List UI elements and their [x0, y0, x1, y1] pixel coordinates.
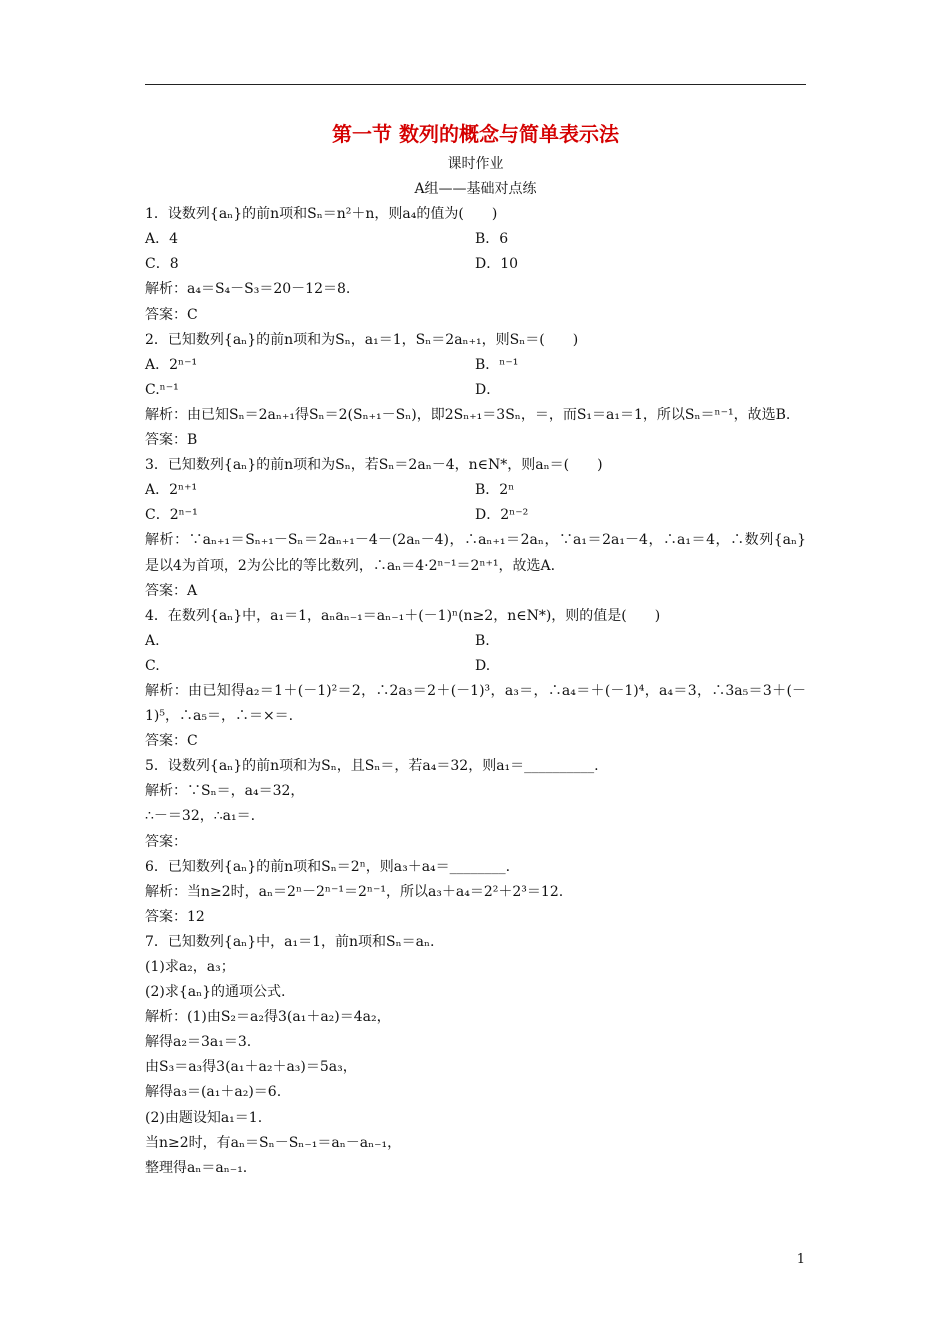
doc-group-label: A组——基础对点练: [414, 181, 537, 198]
option-left: A．2ⁿ⁻¹: [145, 356, 198, 373]
text-line: ∴－＝32，∴a₁＝.: [145, 808, 256, 825]
text-line: 答案：: [145, 833, 187, 850]
text-line: 解析：(1)由S₂＝a₂得3(a₁＋a₂)＝4a₂，: [145, 1009, 391, 1026]
text-line: 解析：a₄＝S₄－S₃＝20－12＝8.: [145, 281, 351, 298]
text-line: 解得a₂＝3a₁＝3.: [145, 1034, 252, 1051]
option-right: D．10: [475, 256, 519, 273]
text-line: (2)由题设知a₁＝1.: [145, 1109, 263, 1126]
text-line: 解析：当n≥2时，aₙ＝2ⁿ－2ⁿ⁻¹＝2ⁿ⁻¹，所以a₃＋a₄＝2²＋2³＝12.: [145, 883, 564, 900]
option-right: B．6: [475, 231, 509, 248]
text-paragraph: 解析：∵aₙ₊₁＝Sₙ₊₁－Sₙ＝2aₙ₊₁－4－(2aₙ－4)，∴aₙ₊₁＝2aₙ，∵a₁＝2a₁－4，∴a₁＝4，∴数列{aₙ}是以4为首项，2为公比的等比数列，∴aₙ＝4·2ⁿ⁻¹＝2ⁿ⁺¹，故选A.: [145, 532, 806, 574]
text-paragraph: 解析：由已知Sₙ＝2aₙ₊₁得Sₙ＝2(Sₙ₊₁－Sₙ)，即2Sₙ₊₁＝3Sₙ，＝，而S₁＝a₁＝1，所以Sₙ＝ⁿ⁻¹，故选B.: [145, 406, 791, 423]
text-line: 答案：A: [145, 582, 198, 599]
text-line: 7．已知数列{aₙ}中，a₁＝1，前n项和Sₙ＝aₙ.: [145, 933, 435, 950]
page-number: 1: [796, 1252, 805, 1267]
text-line: (1)求a₂，a₃；: [145, 959, 235, 975]
text-line: 答案：C: [145, 306, 198, 323]
question-list: [145, 202, 806, 1181]
option-right: D．2ⁿ⁻²: [475, 507, 529, 524]
text-line: 整理得aₙ＝aₙ₋₁.: [145, 1159, 248, 1176]
option-right: B.: [475, 632, 490, 649]
text-line: 3．已知数列{aₙ}的前n项和为Sₙ，若Sₙ＝2aₙ－4，n∈N*，则aₙ＝( ): [145, 457, 603, 474]
text-line: 6．已知数列{aₙ}的前n项和Sₙ＝2ⁿ，则a₃＋a₄＝________.: [145, 858, 511, 875]
option-left: C．2ⁿ⁻¹: [145, 507, 198, 524]
text-line: 2．已知数列{aₙ}的前n项和为Sₙ，a₁＝1，Sₙ＝2aₙ₊₁，则Sₙ＝( ): [145, 331, 579, 348]
option-left: A．4: [145, 231, 179, 248]
text-line: 答案：C: [145, 733, 198, 750]
option-right: B．ⁿ⁻¹: [475, 356, 519, 373]
options-row: [145, 629, 806, 654]
text-paragraph: 解析：由已知得a₂＝1＋(－1)²＝2，∴2a₃＝2＋(－1)³，a₃＝，∴a₄＝＋(－1)⁴，a₄＝3，∴3a₅＝3＋(－1)⁵，∴a₅＝，∴＝×＝.: [145, 682, 806, 725]
document-body: [145, 118, 806, 1181]
header-rule: [145, 84, 806, 85]
options-row: [145, 378, 806, 403]
option-left: A．2ⁿ⁺¹: [145, 482, 198, 499]
option-left: C.: [145, 657, 160, 674]
text-line: 解得a₃＝(a₁＋a₂)＝6.: [145, 1084, 282, 1101]
options-row: [145, 503, 806, 528]
options-row: [145, 227, 806, 252]
text-line: 解析：∵Sₙ＝，a₄＝32，: [145, 783, 305, 800]
options-row: [145, 654, 806, 679]
text-line: 由S₃＝a₃得3(a₁＋a₂＋a₃)＝5a₃，: [145, 1059, 357, 1076]
doc-subtitle: 课时作业: [447, 156, 504, 172]
option-right: D．: [475, 381, 501, 398]
option-left: A.: [145, 632, 160, 649]
text-line: (2)求{aₙ}的通项公式.: [145, 984, 286, 1001]
options-row: [145, 478, 806, 503]
text-line: 4．在数列{aₙ}中，a₁＝1，aₙaₙ₋₁＝aₙ₋₁＋(－1)ⁿ(n≥2，n∈N*)，则的值是( ): [145, 607, 661, 624]
option-right: D.: [475, 657, 491, 674]
text-line: 1．设数列{aₙ}的前n项和Sₙ＝n²＋n，则a₄的值为( ): [145, 206, 498, 223]
text-line: 当n≥2时，有aₙ＝Sₙ－Sₙ₋₁＝aₙ－aₙ₋₁，: [145, 1134, 402, 1151]
options-row: [145, 252, 806, 277]
text-line: 答案：12: [145, 908, 205, 925]
text-line: 5．设数列{aₙ}的前n项和为Sₙ，且Sₙ＝，若a₄＝32，则a₁＝__________.: [145, 758, 599, 775]
text-line: 答案：B: [145, 432, 198, 449]
option-left: C.ⁿ⁻¹: [145, 381, 179, 398]
options-row: [145, 353, 806, 378]
option-right: B．2ⁿ: [475, 482, 515, 499]
doc-title: 第一节 数列的概念与简单表示法: [332, 122, 619, 146]
option-left: C．8: [145, 256, 179, 273]
